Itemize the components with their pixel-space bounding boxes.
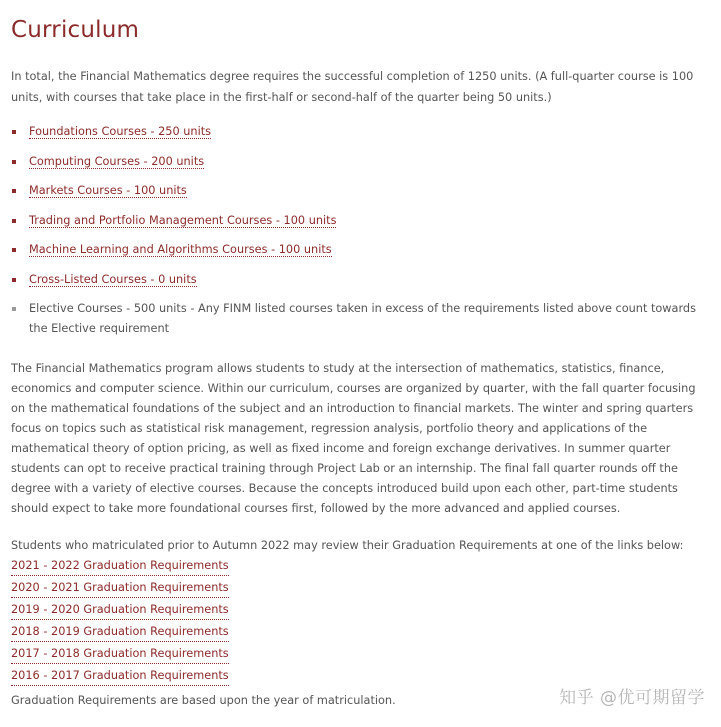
graduation-requirements-2019-2020-link[interactable]: 2019 - 2020 Graduation Requirements [11,601,229,620]
machine-learning-courses-link[interactable]: Machine Learning and Algorithms Courses - 100 units [29,243,332,256]
elective-courses-text: Elective Courses - 500 units - Any FINM listed courses taken in excess of the requirements listed above count towards the Elective requirement [29,302,696,335]
markets-courses-link[interactable]: Markets Courses - 100 units [29,184,187,197]
watermark: 知乎 @优可期留学 [559,688,705,708]
bullet-icon [12,278,16,282]
foundations-courses-link[interactable]: Foundations Courses - 250 units [29,125,212,138]
trading-portfolio-courses-link[interactable]: Trading and Portfolio Management Courses - 100 units [29,213,337,227]
bullet-icon [12,189,16,193]
list-item [11,122,706,142]
matriculation-intro: Students who matriculated prior to Autumn 2022 may review their Graduation Requirements at one of the links below: [11,539,684,552]
graduation-requirements-2020-2021-link[interactable]: 2020 - 2021 Graduation Requirements [11,579,229,598]
list-item [11,240,706,260]
list-item [11,299,706,339]
footer-note: Graduation Requirements are based upon the year of matriculation. [11,694,396,707]
list-item [11,152,706,172]
list-item [11,181,706,201]
matriculation-section [11,536,706,688]
bullet-icon [12,130,16,134]
bullet-icon [12,307,16,311]
bullet-icon [12,219,16,223]
bullet-icon [12,160,16,164]
graduation-requirements-2017-2018-link[interactable]: 2017 - 2018 Graduation Requirements [11,645,229,664]
graduation-requirements-2021-2022-link[interactable]: 2021 - 2022 Graduation Requirements [11,557,229,576]
graduation-requirements-2016-2017-link[interactable]: 2016 - 2017 Graduation Requirements [11,667,229,686]
list-item [11,270,706,290]
requirements-list [11,122,706,349]
list-item [11,211,706,231]
cross-listed-courses-link[interactable]: Cross-Listed Courses - 0 units [29,272,197,286]
graduation-requirements-2018-2019-link[interactable]: 2018 - 2019 Graduation Requirements [11,623,229,642]
page-title: Curriculum [11,17,140,43]
program-paragraph: The Financial Mathematics program allows students to study at the intersection of mathematics, statistics, finance, economics and computer science. Within our curriculum, courses are organized by quarter, with the fall quarter focusing on the mathematical foundations of the subject and an introduction to financial markets. The winter and spring quarters focus on topics such as statistical risk management, regression analysis, portfolio theory and applications of the mathematical theory of option pricing, as well as fixed income and foreign exchange derivatives. In summer quarter students can opt to receive practical training through Project Lab or an internship. The final fall quarter rounds off the degree with a variety of elective courses. Because the concepts introduced build upon each other, part-time students should expect to take more foundational courses first, followed by the more advanced and applied courses. [11,362,696,515]
computing-courses-link[interactable]: Computing Courses - 200 units [29,154,205,168]
graduation-links [11,556,706,688]
bullet-icon [12,248,16,252]
intro-paragraph: In total, the Financial Mathematics degree requires the successful completion of 1250 units. (A full-quarter course is 100 units, with courses that take place in the first-half or second-half of the quarter being 50 units.) [11,70,694,104]
